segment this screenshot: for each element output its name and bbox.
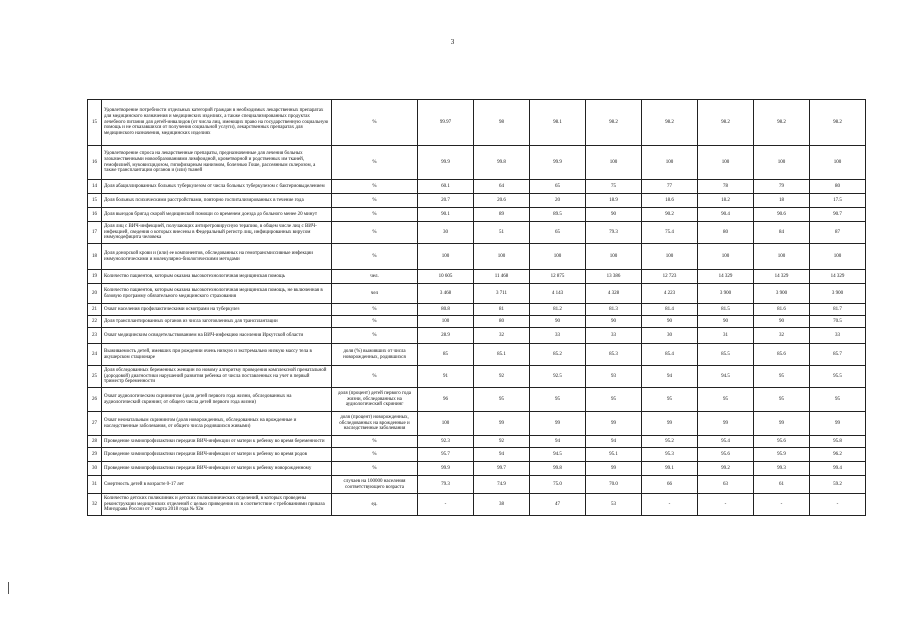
value-cell: 4 328 <box>586 284 642 304</box>
value-cell: 60.1 <box>418 180 474 194</box>
value-cell: 95 <box>754 366 810 388</box>
indicator-name-cell: Охват медицинским освидетельствованием на ВИЧ-инфекцию населения Иркутской области <box>102 328 332 344</box>
value-cell: 20.6 <box>474 194 530 208</box>
value-cell: 33 <box>586 328 642 344</box>
value-cell: 77 <box>642 180 698 194</box>
value-cell: 79.3 <box>418 476 474 494</box>
value-cell: 95.2 <box>642 436 698 448</box>
page-number: 3 <box>450 38 455 46</box>
value-cell: 14 329 <box>810 270 866 284</box>
indicator-name-cell: Удовлетворение спроса на лекарственные препараты, предназначенные для лечения больных злокачественными новообразованиями лимфоидной, кроветворной и родственных им тканей, гемофилией, муковисцидозом, гипофизарным нанизмом, болезнью Гоше, рассеянным склерозом, а также трансплантации органов и (или) тканей <box>102 146 332 180</box>
value-cell: 100 <box>642 146 698 180</box>
value-cell: 95 <box>810 388 866 412</box>
row-number-cell: 26 <box>88 388 102 412</box>
value-cell: 33 <box>810 328 866 344</box>
value-cell: 81.6 <box>754 304 810 316</box>
unit-cell: доля (процент) детей первого года жизни, обследованных на аудиологический скрининг <box>332 388 418 412</box>
row-number-cell: 15 <box>88 194 102 208</box>
value-cell: 92 <box>474 436 530 448</box>
unit-cell: доля (процент) новорожденных, обследованных на врожденные и наследственные заболевания <box>332 412 418 436</box>
value-cell: 90 <box>754 316 810 328</box>
value-cell: 94.5 <box>698 366 754 388</box>
value-cell: 100 <box>642 244 698 270</box>
margin-mark <box>8 582 9 594</box>
row-number-cell: 22 <box>88 316 102 328</box>
value-cell: 63 <box>698 476 754 494</box>
value-cell: 32 <box>474 328 530 344</box>
table-row <box>88 412 866 436</box>
table-body <box>88 100 866 516</box>
value-cell: 80 <box>810 180 866 194</box>
row-number-cell: 19 <box>88 270 102 284</box>
value-cell: 95.9 <box>754 448 810 462</box>
value-cell: 61 <box>754 476 810 494</box>
value-cell: 51 <box>474 222 530 244</box>
value-cell: 90 <box>586 316 642 328</box>
value-cell: 85.6 <box>754 344 810 366</box>
value-cell: 90.6 <box>754 208 810 222</box>
value-cell: 90 <box>530 316 586 328</box>
value-cell: 93 <box>586 366 642 388</box>
value-cell: 90.7 <box>810 208 866 222</box>
value-cell: 81.3 <box>586 304 642 316</box>
value-cell: 98 <box>474 100 530 146</box>
row-number-cell: 31 <box>88 476 102 494</box>
indicator-name-cell: Смертность детей в возрасте 0-17 лет <box>102 476 332 494</box>
value-cell: 95 <box>642 388 698 412</box>
row-number-cell: 28 <box>88 436 102 448</box>
unit-cell: % <box>332 448 418 462</box>
value-cell: 65 <box>530 222 586 244</box>
value-cell: 98.2 <box>586 100 642 146</box>
value-cell: 98.2 <box>642 100 698 146</box>
value-cell: 99.1 <box>642 462 698 476</box>
row-number-cell: 17 <box>88 222 102 244</box>
unit-cell: случаев на 100000 населения соответствующего возраста <box>332 476 418 494</box>
value-cell: 85.2 <box>530 344 586 366</box>
value-cell: 100 <box>698 146 754 180</box>
value-cell: 100 <box>474 244 530 270</box>
unit-cell: % <box>332 436 418 448</box>
value-cell: 89.5 <box>530 208 586 222</box>
unit-cell: чел <box>332 284 418 304</box>
unit-cell: доля (%) выживших от числа новорожденных, родившихся <box>332 344 418 366</box>
unit-cell: % <box>332 194 418 208</box>
value-cell: 92 <box>474 366 530 388</box>
unit-cell: % <box>332 366 418 388</box>
indicator-name-cell: Доля трансплантированных органов из числа заготовленных для трансплантации <box>102 316 332 328</box>
value-cell: 99.8 <box>530 462 586 476</box>
value-cell: 95.7 <box>418 448 474 462</box>
value-cell: 10 605 <box>418 270 474 284</box>
value-cell: 100 <box>418 244 474 270</box>
table-row <box>88 180 866 194</box>
value-cell: 95.8 <box>810 436 866 448</box>
row-number-cell: 24 <box>88 344 102 366</box>
value-cell: 95 <box>698 388 754 412</box>
value-cell: - <box>754 494 810 516</box>
value-cell: 64 <box>474 180 530 194</box>
table-row <box>88 462 866 476</box>
value-cell: 90 <box>586 208 642 222</box>
value-cell: 75.0 <box>530 476 586 494</box>
indicator-name-cell: Охват населения профилактическими осмотрами на туберкулез <box>102 304 332 316</box>
row-number-cell: 20 <box>88 284 102 304</box>
indicator-name-cell: Доля донорской крови и (или) ее компонентов, обследованных на гемотрансмиссивные инфекции иммунологическими и молекулярно-биологическими методами <box>102 244 332 270</box>
value-cell: 80 <box>698 222 754 244</box>
value-cell: 18 <box>754 194 810 208</box>
indicator-name-cell: Доля обследованных беременных женщин по новому алгоритму проведения комплексной пренатальной (дородовой) диагностики нарушений развития ребенка от числа поставленных на учет в первый триместр беременности <box>102 366 332 388</box>
value-cell: 75 <box>586 180 642 194</box>
table-row <box>88 270 866 284</box>
value-cell: 65 <box>530 180 586 194</box>
value-cell: 99 <box>810 412 866 436</box>
value-cell: 3 711 <box>474 284 530 304</box>
value-cell: 95 <box>474 388 530 412</box>
value-cell: 30 <box>642 328 698 344</box>
row-number-cell: 21 <box>88 304 102 316</box>
value-cell: 81.7 <box>810 304 866 316</box>
value-cell: 99.8 <box>474 146 530 180</box>
value-cell: 94.5 <box>530 448 586 462</box>
value-cell: 28.9 <box>418 328 474 344</box>
value-cell: 99.2 <box>698 462 754 476</box>
value-cell: 94 <box>586 436 642 448</box>
value-cell: 99.9 <box>418 146 474 180</box>
row-number-cell: 32 <box>88 494 102 516</box>
value-cell: 95 <box>586 388 642 412</box>
value-cell: 81.4 <box>642 304 698 316</box>
table-row <box>88 244 866 270</box>
indicators-table <box>87 99 866 516</box>
value-cell: 95.6 <box>698 448 754 462</box>
value-cell: 18.6 <box>642 194 698 208</box>
value-cell: 30 <box>418 222 474 244</box>
indicator-name-cell: Проведение химиопрофилактики передачи ВИЧ-инфекции от матери к ребенку во время родов <box>102 448 332 462</box>
value-cell: 14 329 <box>754 270 810 284</box>
value-cell: - <box>810 494 866 516</box>
table-row <box>88 494 866 516</box>
indicator-name-cell: Проведение химиопрофилактики передачи ВИЧ-инфекции от матери к ребенку новорожденному <box>102 462 332 476</box>
value-cell: 99 <box>586 412 642 436</box>
row-number-cell: 23 <box>88 328 102 344</box>
value-cell: 99 <box>586 462 642 476</box>
value-cell: 98.2 <box>754 100 810 146</box>
value-cell: 18.9 <box>586 194 642 208</box>
unit-cell: чел. <box>332 270 418 284</box>
value-cell: 90.1 <box>418 208 474 222</box>
indicator-name-cell: Количество детских поликлиник и детских поликлинических отделений, в которых проведены реконструкции медицинских отделений с целью приведения их в соответствие с требованиями приказа Минздрава России от 7 марта 2018 года № 92н <box>102 494 332 516</box>
unit-cell: % <box>332 180 418 194</box>
value-cell: 94 <box>474 448 530 462</box>
value-cell: 3 468 <box>418 284 474 304</box>
value-cell: 95 <box>754 388 810 412</box>
unit-cell: % <box>332 316 418 328</box>
value-cell: 12 875 <box>530 270 586 284</box>
row-number-cell: 27 <box>88 412 102 436</box>
value-cell: 74.9 <box>474 476 530 494</box>
value-cell: 98.2 <box>698 100 754 146</box>
value-cell: 78 <box>698 180 754 194</box>
indicator-name-cell: Доля лиц с ВИЧ-инфекцией, получающих антиретровирусную терапию, в общем числе лиц с ВИЧ-инфекцией, сведения о которых внесены в Федеральный регистр лиц, инфицированных вирусом иммунодефицита человека <box>102 222 332 244</box>
row-number-cell: 25 <box>88 366 102 388</box>
value-cell: 95.1 <box>586 448 642 462</box>
table-row <box>88 208 866 222</box>
value-cell: 100 <box>418 316 474 328</box>
value-cell: 70.5 <box>810 316 866 328</box>
value-cell: 20 <box>530 194 586 208</box>
value-cell: 92.5 <box>530 366 586 388</box>
row-number-cell: 30 <box>88 462 102 476</box>
value-cell: 85.4 <box>642 344 698 366</box>
value-cell: 85.1 <box>474 344 530 366</box>
indicator-name-cell: Удовлетворение потребности отдельных категорий граждан в необходимых лекарственных препаратах для медицинского назначения и медицинских изделиях, а также специализированных продуктах лечебного питания для детей-инвалидов (от числа лиц, имеющих право на государственную социальную помощь и не отказавшихся от получения социальной услуги), лекарственных препаратах для медицинского назначения, медицинских изделиях <box>102 100 332 146</box>
value-cell: 99.4 <box>810 462 866 476</box>
value-cell: 3 900 <box>754 284 810 304</box>
table-row <box>88 476 866 494</box>
row-number-cell: 29 <box>88 448 102 462</box>
table-row <box>88 366 866 388</box>
value-cell: 100 <box>698 244 754 270</box>
value-cell: 14 329 <box>698 270 754 284</box>
indicator-name-cell: Доля выездов бригад скорой медицинской помощи со временем доезда до больного менее 20 минут <box>102 208 332 222</box>
table-row <box>88 316 866 328</box>
value-cell: 100 <box>754 244 810 270</box>
value-cell: 84 <box>754 222 810 244</box>
value-cell: 98.1 <box>530 100 586 146</box>
table-row <box>88 328 866 344</box>
value-cell: 100 <box>418 412 474 436</box>
value-cell: 87 <box>810 222 866 244</box>
value-cell: - <box>642 494 698 516</box>
value-cell: 100 <box>754 146 810 180</box>
row-number-cell: 16 <box>88 146 102 180</box>
unit-cell: % <box>332 462 418 476</box>
value-cell: 90.4 <box>698 208 754 222</box>
value-cell: 99.9 <box>418 462 474 476</box>
row-number-cell: 15 <box>88 100 102 146</box>
value-cell: 90 <box>698 316 754 328</box>
unit-cell: % <box>332 146 418 180</box>
indicator-name-cell: Охват аудиологическим скринингом (доля детей первого года жизни, обследованных на аудиологический скрининг, от общего числа детей первого года жизни) <box>102 388 332 412</box>
value-cell: 38 <box>474 494 530 516</box>
table-row <box>88 388 866 412</box>
value-cell: 85.7 <box>810 344 866 366</box>
value-cell: 17.5 <box>810 194 866 208</box>
value-cell: 20.7 <box>418 194 474 208</box>
value-cell: 47 <box>530 494 586 516</box>
table-row <box>88 222 866 244</box>
value-cell: 95.5 <box>810 366 866 388</box>
unit-cell: % <box>332 222 418 244</box>
value-cell: 98.2 <box>810 100 866 146</box>
indicator-name-cell: Количество пациентов, которым оказана высокотехнологичная медицинская помощь <box>102 270 332 284</box>
row-number-cell: 14 <box>88 180 102 194</box>
table-row <box>88 284 866 304</box>
indicator-name-cell: Доля больных психическими расстройствами, повторно госпитализированных в течение года <box>102 194 332 208</box>
table-row <box>88 448 866 462</box>
table-row <box>88 304 866 316</box>
value-cell: 89 <box>474 208 530 222</box>
value-cell: 99.7 <box>474 462 530 476</box>
unit-cell: % <box>332 328 418 344</box>
value-cell: 99 <box>754 412 810 436</box>
value-cell: 66 <box>642 476 698 494</box>
value-cell: 85.3 <box>586 344 642 366</box>
value-cell: 100 <box>586 146 642 180</box>
value-cell: 92.3 <box>418 436 474 448</box>
value-cell: 79.3 <box>586 222 642 244</box>
indicator-name-cell: Доля абациллированных больных туберкулезом от числа больных туберкулезом с бактериовыделением <box>102 180 332 194</box>
table-row <box>88 194 866 208</box>
value-cell: 96 <box>418 388 474 412</box>
row-number-cell: 18 <box>88 244 102 270</box>
value-cell: 13 386 <box>586 270 642 284</box>
value-cell: 53 <box>586 494 642 516</box>
value-cell: 99 <box>530 412 586 436</box>
value-cell: 99.9 <box>530 146 586 180</box>
value-cell: 99.97 <box>418 100 474 146</box>
indicator-name-cell: Количество пациентов, которым оказана высокотехнологичная медицинская помощь, не включенная в базовую программу обязательного медицинского страхования <box>102 284 332 304</box>
table-row <box>88 100 866 146</box>
indicator-name-cell: Проведение химиопрофилактики передачи ВИЧ-инфекции от матери к ребенку во время беременности <box>102 436 332 448</box>
unit-cell: % <box>332 100 418 146</box>
value-cell: 59.2 <box>810 476 866 494</box>
row-number-cell: 16 <box>88 208 102 222</box>
value-cell: 100 <box>810 146 866 180</box>
value-cell: 95.6 <box>754 436 810 448</box>
value-cell: 95.3 <box>642 448 698 462</box>
value-cell: 31 <box>698 328 754 344</box>
value-cell: 100 <box>586 244 642 270</box>
unit-cell: % <box>332 208 418 222</box>
value-cell: 90 <box>642 316 698 328</box>
value-cell: 99.3 <box>754 462 810 476</box>
value-cell: 3 900 <box>698 284 754 304</box>
value-cell: 96.2 <box>810 448 866 462</box>
value-cell: 99 <box>642 412 698 436</box>
value-cell: - <box>418 494 474 516</box>
value-cell: 94 <box>642 366 698 388</box>
value-cell: 81.2 <box>530 304 586 316</box>
value-cell: - <box>698 494 754 516</box>
value-cell: 100 <box>530 244 586 270</box>
value-cell: 80 <box>474 316 530 328</box>
value-cell: 3 900 <box>810 284 866 304</box>
value-cell: 85 <box>418 344 474 366</box>
value-cell: 94 <box>530 436 586 448</box>
value-cell: 75.4 <box>642 222 698 244</box>
value-cell: 85.5 <box>698 344 754 366</box>
table-row <box>88 146 866 180</box>
table-row <box>88 436 866 448</box>
value-cell: 95 <box>530 388 586 412</box>
value-cell: 81 <box>474 304 530 316</box>
value-cell: 90.2 <box>642 208 698 222</box>
value-cell: 81.5 <box>698 304 754 316</box>
value-cell: 80.8 <box>418 304 474 316</box>
value-cell: 79 <box>754 180 810 194</box>
value-cell: 11 468 <box>474 270 530 284</box>
unit-cell: % <box>332 304 418 316</box>
value-cell: 33 <box>530 328 586 344</box>
value-cell: 95.4 <box>698 436 754 448</box>
value-cell: 18.2 <box>698 194 754 208</box>
value-cell: 99 <box>474 412 530 436</box>
value-cell: 91 <box>418 366 474 388</box>
indicator-name-cell: Охват неонатальным скринингом (доля новорожденных, обследованных на врожденные и наследственные заболевания, от общего числа родившихся живыми) <box>102 412 332 436</box>
value-cell: 32 <box>754 328 810 344</box>
value-cell: 12 723 <box>642 270 698 284</box>
value-cell: 4 223 <box>642 284 698 304</box>
value-cell: 70.0 <box>586 476 642 494</box>
unit-cell: ед. <box>332 494 418 516</box>
value-cell: 100 <box>810 244 866 270</box>
table-row <box>88 344 866 366</box>
unit-cell: % <box>332 244 418 270</box>
value-cell: 4 143 <box>530 284 586 304</box>
indicator-name-cell: Выживаемость детей, имевших при рождении очень низкую и экстремально низкую массу тела в акушерском стационаре <box>102 344 332 366</box>
value-cell: 99 <box>698 412 754 436</box>
